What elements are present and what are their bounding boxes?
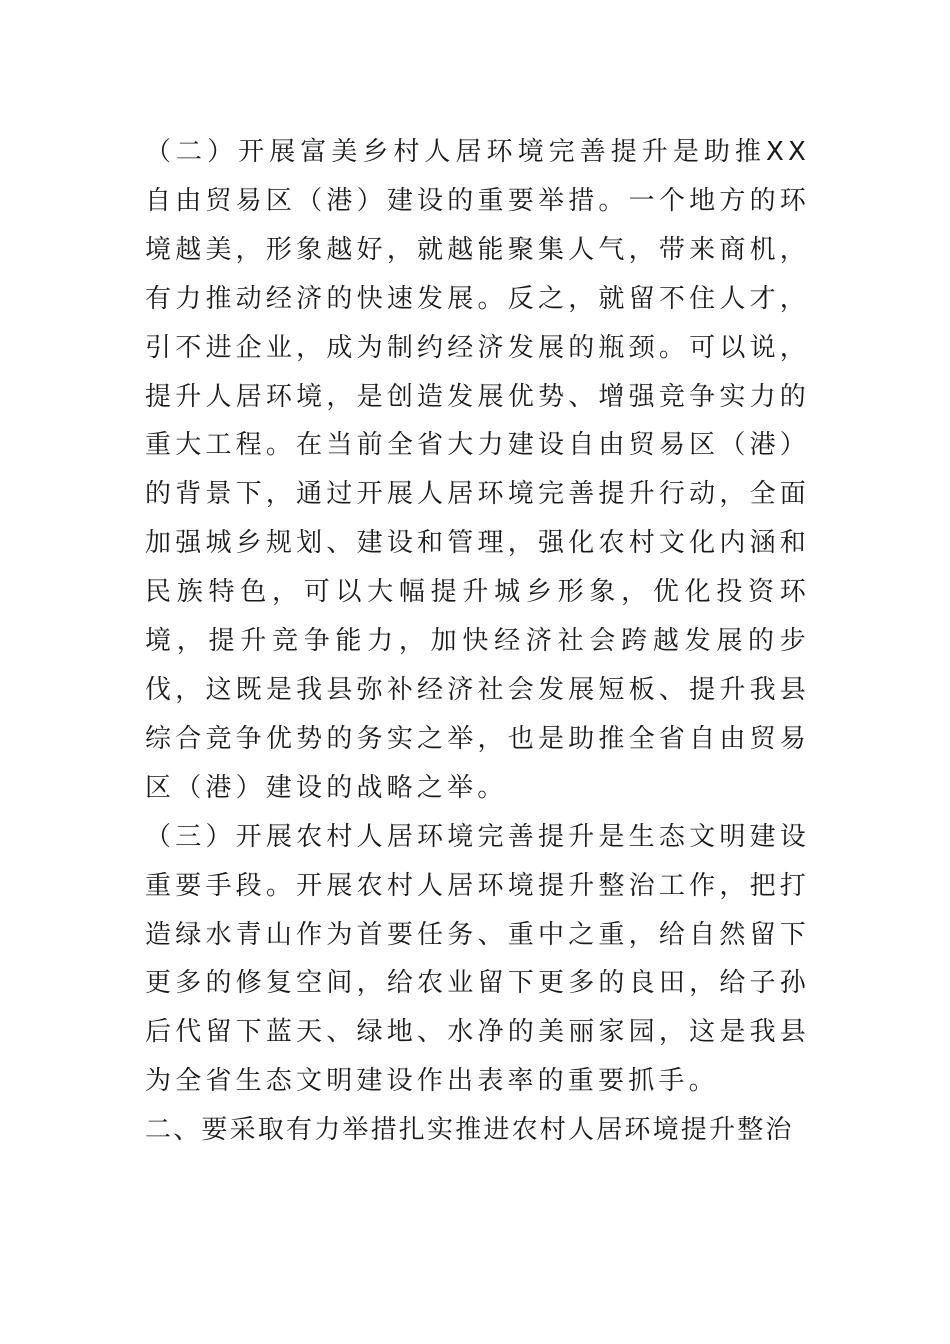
paragraph-section-three: （三）开展农村人居环境完善提升是生态文明建设重要手段。开展农村人居环境提升整治工作，把打造绿水青山作为首要任务、重中之重，给自然留下更多的修复空间，给农业留下更多的良田，给子孙后代留下蓝天、绿地、水净的美丽家园，这是我县为全省生态文明建设作出表率的重要抓手。 bbox=[145, 821, 810, 1097]
section-heading: 二、要采取有力举措扎实推进农村人居环境提升整治 bbox=[145, 1115, 794, 1146]
paragraph-section-two: （二）开展富美乡村人居环境完善提升是助推XX自由贸易区（港）建设的重要举措。一个地方的环境越美，形象越好，就越能聚集人气，带来商机，有力推动经济的快速发展。反之，就留不住人才，引不进企业，成为制约经济发展的瓶颈。可以说，提升人居环境，是创造发展优势、增强竞争实力的重大工程。在当前全省大力建设自由贸易区（港）的背景下，通过开展人居环境完善提升行动，全面加强城乡规划、建设和管理，强化农村文化内涵和民族特色，可以大幅提升城乡形象，优化投资环境，提升竞争能力，加快经济社会跨越发展的步伐，这既是我县弥补经济社会发展短板、提升我县综合竞争优势的务实之举，也是助推全省自由贸易区（港）建设的战略之举。 bbox=[145, 137, 810, 803]
document-body bbox=[145, 128, 810, 1155]
